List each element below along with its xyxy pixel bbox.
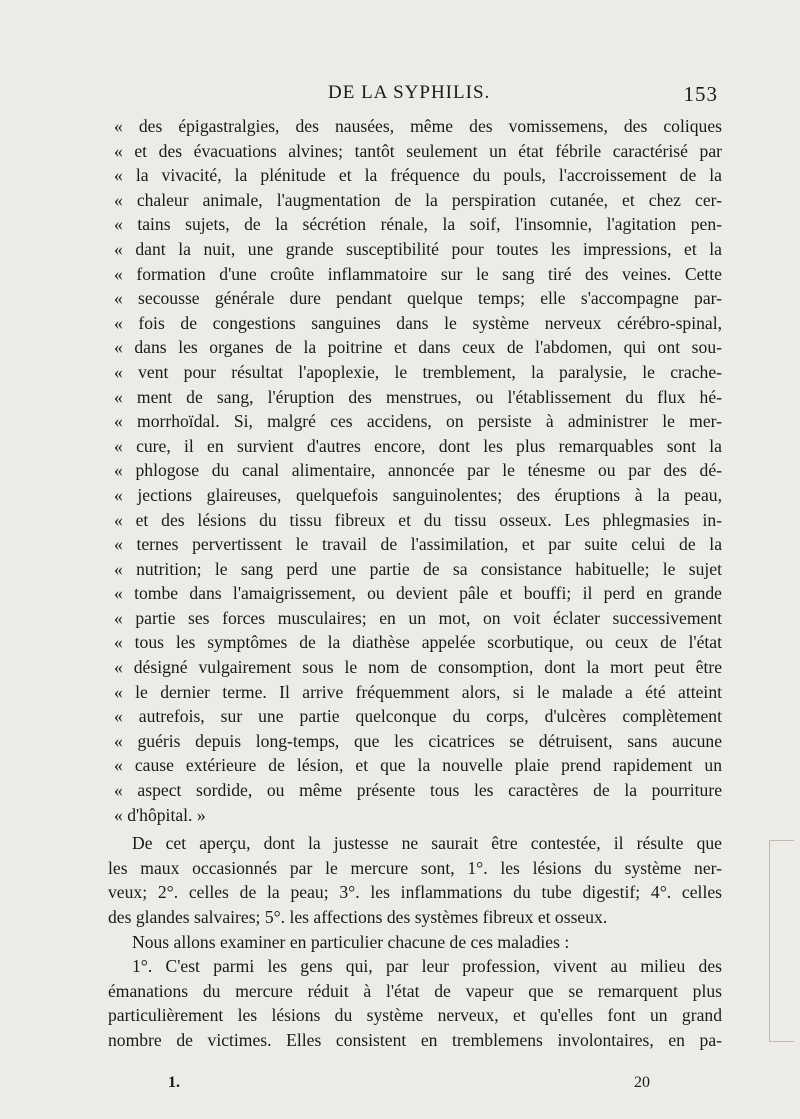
quote-line: « et des lésions du tissu fibreux et du tissu osseux. Les phlegmasies in- xyxy=(114,509,722,530)
quote-line: « dans les organes de la poitrine et dans ceux de l'abdomen, qui ont sou- xyxy=(114,337,722,358)
body-text xyxy=(108,114,722,1053)
quote-line: « dant la nuit, une grande susceptibilité pour toutes les impressions, et la xyxy=(114,238,722,259)
quote-line: « cure, il en survient d'autres encore, dont les plus remarquables sont la xyxy=(114,435,722,456)
page-footer xyxy=(108,1074,722,1096)
signature-mark: 1. xyxy=(168,1074,180,1091)
quote-line: « tous les symptômes de la diathèse appelée scorbutique, ou ceux de l'état xyxy=(114,632,722,653)
quote-line: « secousse générale dure pendant quelque temps; elle s'accompagne par- xyxy=(114,288,722,309)
paragraph-line: particulièrement les lésions du système nerveux, et qu'elles font un grand xyxy=(108,1005,722,1026)
paragraph-line: veux; 2°. celles de la peau; 3°. les inflammations du tube digestif; 4°. celles xyxy=(108,882,722,903)
quote-line: « tains sujets, de la sécrétion rénale, la soif, l'insomnie, l'agitation pen- xyxy=(114,214,722,235)
quote-line: « la vivacité, la plénitude et la fréquence du pouls, l'accroissement de la xyxy=(114,165,722,186)
quote-line: « autrefois, sur une partie quelconque du corps, d'ulcères complètement xyxy=(114,706,722,727)
quote-line: « ment de sang, l'éruption des menstrues, ou l'établissement du flux hé- xyxy=(114,386,722,407)
page-header xyxy=(108,82,718,108)
quote-line: « guéris depuis long-temps, que les cicatrices se détruisent, sans aucune xyxy=(114,730,722,751)
running-title: DE LA SYPHILIS. xyxy=(328,82,491,103)
quote-line: « cause extérieure de lésion, et que la nouvelle plaie prend rapidement un xyxy=(114,755,722,776)
page-number: 153 xyxy=(683,82,718,106)
paragraph-line: les maux occasionnés par le mercure sont, 1°. les lésions du système ner- xyxy=(108,857,722,878)
paragraph-nervous-system xyxy=(108,954,722,1052)
quote-line: « jections glaireuses, quelquefois sanguinolentes; des éruptions à la peau, xyxy=(114,484,722,505)
paragraph-line: De cet aperçu, dont la justesse ne saurait être contestée, il résulte que xyxy=(132,833,722,854)
quoted-passage xyxy=(108,114,722,827)
quote-line: « aspect sordide, ou même présente tous les caractères de la pourriture xyxy=(114,780,722,801)
paragraph-line: 1°. C'est parmi les gens qui, par leur profession, vivent au milieu des xyxy=(132,956,722,977)
quote-line: « formation d'une croûte inflammatoire sur le sang tiré des veines. Cette xyxy=(114,263,722,284)
quote-line: « vent pour résultat l'apoplexie, le tremblement, la paralysie, le crache- xyxy=(114,361,722,382)
paragraph-line: des glandes salvaires; 5°. les affections des systèmes fibreux et osseux. xyxy=(108,907,608,927)
paragraph-line: Nous allons examiner en particulier chacune de ces maladies : xyxy=(132,931,570,952)
quote-line: « ternes pervertissent le travail de l'assimilation, et par suite celui de la xyxy=(114,534,722,555)
page-edge-shadow xyxy=(769,840,794,1042)
quote-line: « partie ses forces musculaires; en un mot, on voit éclater successivement xyxy=(114,607,722,628)
quote-line: « et des évacuations alvines; tantôt seulement un état fébrile caractérisé par xyxy=(114,140,722,161)
quote-line: « fois de congestions sanguines dans le système nerveux cérébro-spinal, xyxy=(114,312,722,333)
quote-line: « désigné vulgairement sous le nom de consomption, dont la mort peut être xyxy=(114,657,722,678)
quote-line: « phlogose du canal alimentaire, annoncée par le ténesme ou par des dé- xyxy=(114,460,722,481)
quote-line: « des épigastralgies, des nausées, même des vomissemens, des coliques xyxy=(114,116,722,136)
quote-line: « morrhoïdal. Si, malgré ces accidens, on persiste à administrer le mer- xyxy=(114,411,722,432)
paragraph-intro xyxy=(108,930,722,955)
quote-line: « chaleur animale, l'augmentation de la perspiration cutanée, et chez cer- xyxy=(114,189,722,210)
quote-line: « tombe dans l'amaigrissement, ou devient pâle et bouffi; il perd en grande xyxy=(114,583,722,604)
paragraph-line: nombre de victimes. Elles consistent en tremblemens involontaires, en pa- xyxy=(108,1029,722,1050)
quote-line: « d'hôpital. » xyxy=(114,804,206,825)
sheet-number: 20 xyxy=(634,1074,650,1091)
quote-line: « nutrition; le sang perd une partie de sa consistance habituelle; le sujet xyxy=(114,558,722,579)
quote-line: « le dernier terme. Il arrive fréquemment alors, si le malade a été atteint xyxy=(114,681,722,702)
paragraph-line: émanations du mercure réduit à l'état de vapeur que se remarquent plus xyxy=(108,980,722,1001)
paragraph-summary xyxy=(108,831,722,929)
